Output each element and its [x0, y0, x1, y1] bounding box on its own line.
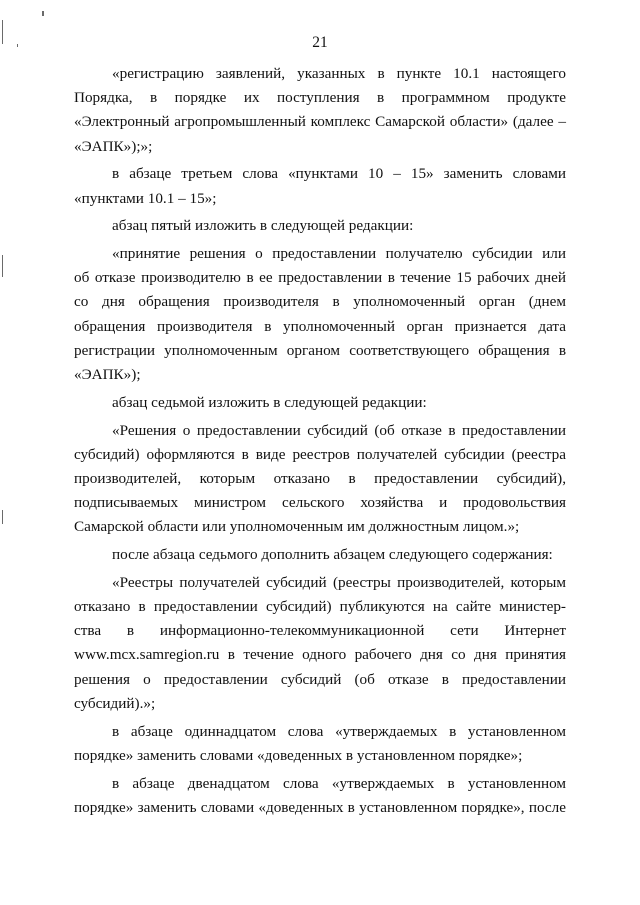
- text-line: регистрации уполномоченным органом соответствующего обращения в: [74, 341, 566, 359]
- text-line: об отказе производителю в ее предоставлении в течение 15 рабочих дней: [74, 269, 566, 287]
- text-line: «принятие решения о предоставлении получателю субсидии или: [112, 245, 566, 263]
- scan-mark: [2, 510, 3, 524]
- page-number: 21: [312, 34, 328, 51]
- text-line: подписываемых министром сельского хозяйства и продовольствия: [74, 494, 566, 512]
- scan-mark: [42, 11, 44, 16]
- text-line: в абзаце одиннадцатом слова «утверждаемых в установленном: [112, 722, 566, 740]
- text-line: субсидий) оформляются в виде реестров получателей субсидии (реестра: [74, 445, 566, 463]
- text-line: обращения производителя в уполномоченный орган признается дата: [74, 317, 566, 335]
- text-line: после абзаца седьмого дополнить абзацем следующего содержания:: [112, 546, 553, 564]
- text-line: решения о предоставлении субсидий (об отказе в предоставлении: [74, 670, 566, 688]
- text-line: порядке» заменить словами «доведенных в установленном порядке», после: [74, 798, 566, 816]
- text-line: в абзаце двенадцатом слова «утверждаемых в установленном: [112, 774, 566, 792]
- text-line: «Решения о предоставлении субсидий (об отказе в предоставлении: [112, 421, 566, 439]
- text-line: в абзаце третьем слова «пунктами 10 – 15» заменить словами: [112, 165, 566, 183]
- scan-mark: [2, 255, 3, 277]
- text-line: субсидий).»;: [74, 694, 156, 712]
- text-line: «пунктами 10.1 – 15»;: [74, 189, 217, 207]
- text-line: абзац седьмой изложить в следующей редакции:: [112, 393, 427, 411]
- text-line: «Электронный агропромышленный комплекс Самарской области» (далее –: [74, 113, 566, 131]
- text-line: «регистрацию заявлений, указанных в пункте 10.1 настоящего: [112, 65, 566, 82]
- text-line: Порядка, в порядке их поступления в программном продукте: [74, 89, 566, 107]
- scan-mark: [2, 20, 3, 44]
- text-line: производителей, которым отказано в предоставлении субсидий),: [74, 469, 566, 487]
- text-line: Самарской области или уполномоченным им должностным лицом.»;: [74, 518, 520, 536]
- text-line: www.mcx.samregion.ru в течение одного рабочего дня со дня принятия: [74, 646, 566, 664]
- text-line: отказано в предоставлении субсидий) публикуются на сайте министер-: [74, 598, 566, 616]
- text-line: абзац пятый изложить в следующей редакции:: [112, 217, 414, 235]
- text-line: «Реестры получателей субсидий (реестры производителей, которым: [112, 573, 566, 591]
- scan-mark: [17, 44, 18, 47]
- document-body: [74, 62, 566, 820]
- text-line: «ЭАПК»);»;: [74, 137, 153, 155]
- text-line: со дня обращения производителя в уполномоченный орган (днем: [74, 293, 566, 311]
- text-line: «ЭАПК»);: [74, 366, 141, 384]
- text-line: ства в информационно-телекоммуникационной сети Интернет: [74, 622, 566, 640]
- text-line: порядке» заменить словами «доведенных в установленном порядке»;: [74, 746, 523, 764]
